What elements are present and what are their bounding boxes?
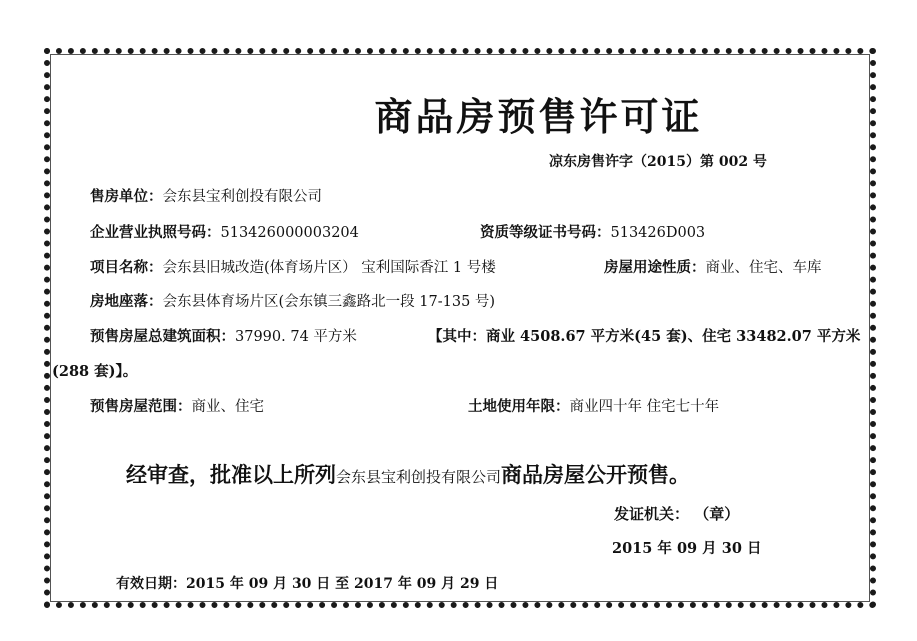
project-label: 项目名称：	[90, 259, 163, 276]
license-label: 企业营业执照号码：	[90, 224, 221, 241]
project-row	[90, 261, 496, 276]
validity-row	[116, 577, 498, 591]
validity-label: 有效日期：	[116, 576, 186, 592]
location-value: 会东县体育场片区(会东镇三鑫路北一段 17-135 号)	[162, 294, 496, 310]
qualification-label: 资质等级证书号码：	[480, 224, 611, 241]
issuing-authority: 发证机关： （章）	[614, 505, 740, 523]
license-row	[90, 226, 359, 241]
land-term-value: 商业四十年 住宅七十年	[569, 399, 720, 415]
usage-row	[604, 261, 822, 276]
area-value: 37990. 74 平方米	[235, 329, 357, 345]
approval-prefix: 经审查，批准以上所列	[126, 463, 336, 487]
certificate-title: 商品房预售许可证	[374, 95, 703, 139]
approval-company: 会东县宝利创投有限公司	[336, 468, 502, 486]
project-value: 会东县旧城改造(体育场片区） 宝利国际香江 1 号楼	[162, 260, 496, 276]
area-breakdown-continued: (288 套)】。	[52, 363, 138, 380]
license-value: 513426000003204	[220, 225, 359, 241]
area-label: 预售房屋总建筑面积：	[90, 328, 235, 345]
scope-row	[90, 400, 264, 415]
seller-value: 会东县宝利创投有限公司	[162, 189, 322, 205]
qualification-row	[480, 226, 705, 241]
issue-date: 2015 年 09 月 30 日	[612, 540, 762, 557]
permit-number: 凉东房售许字（2015）第 002 号	[549, 154, 767, 170]
approval-suffix: 商品房屋公开预售。	[501, 463, 691, 487]
area-breakdown: 【其中：商业 4508.67 平方米(45 套)、住宅 33482.07 平方米	[428, 328, 861, 345]
usage-value: 商业、住宅、车库	[705, 260, 822, 276]
qualification-value: 513426D003	[610, 225, 706, 241]
usage-label: 房屋用途性质：	[604, 259, 706, 276]
approval-statement	[126, 465, 690, 486]
seller-row	[90, 190, 322, 205]
land-term-label: 土地使用年限：	[468, 398, 570, 415]
location-row	[90, 295, 495, 310]
scope-value: 商业、住宅	[191, 399, 264, 415]
area-row	[90, 330, 357, 345]
location-label: 房地座落：	[90, 293, 163, 310]
land-term-row	[468, 400, 719, 415]
scope-label: 预售房屋范围：	[90, 398, 192, 415]
seller-label: 售房单位：	[90, 188, 163, 205]
validity-value: 2015 年 09 月 30 日 至 2017 年 09 月 29 日	[186, 576, 499, 592]
